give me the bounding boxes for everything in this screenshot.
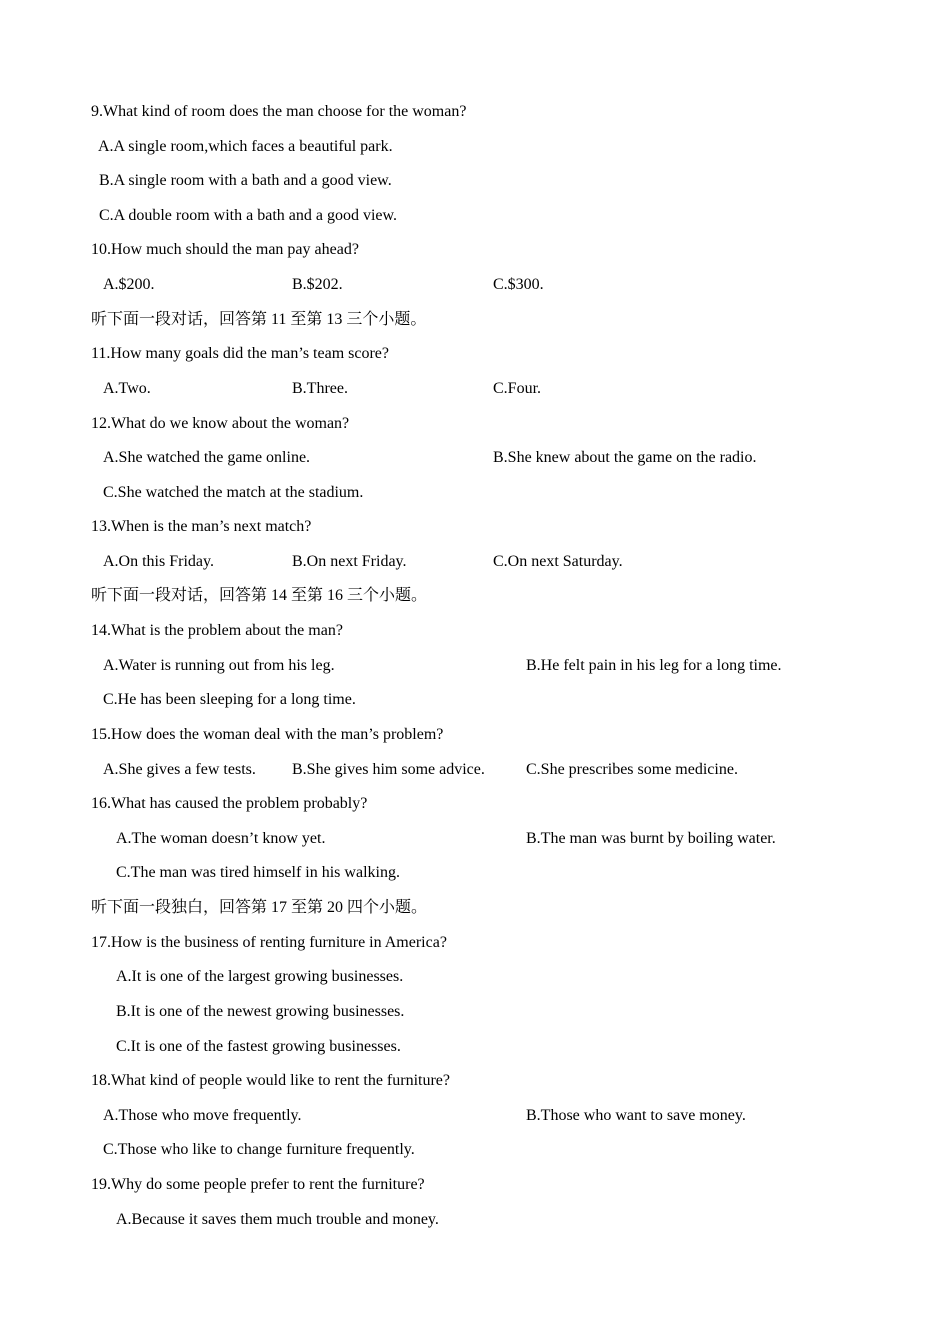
- answer-option-9-a: A.A single room,which faces a beautiful park.: [98, 138, 393, 155]
- answer-option-13-a: A.On this Friday.: [103, 553, 214, 570]
- answer-option-17-c: C.It is one of the fastest growing businesses.: [116, 1038, 401, 1055]
- answer-option-18-a: A.Those who move frequently.: [103, 1107, 302, 1124]
- answer-option-10-a: A.$200.: [103, 276, 155, 293]
- answer-option-10-c: C.$300.: [493, 276, 544, 293]
- answer-option-14-c: C.He has been sleeping for a long time.: [103, 691, 356, 708]
- answer-option-16-b: B.The man was burnt by boiling water.: [526, 830, 776, 847]
- answer-option-17-b: B.It is one of the newest growing businesses.: [116, 1003, 405, 1020]
- section-instruction: 听下面一段对话，回答第 11 至第 13 三个小题。: [91, 311, 427, 328]
- answer-option-13-b: B.On next Friday.: [292, 553, 407, 570]
- answer-option-16-a: A.The woman doesn’t know yet.: [116, 830, 326, 847]
- question-14: 14.What is the problem about the man?: [91, 622, 343, 639]
- answer-option-17-a: A.It is one of the largest growing businesses.: [116, 968, 404, 985]
- question-15: 15.How does the woman deal with the man’s problem?: [91, 726, 444, 743]
- answer-option-10-b: B.$202.: [292, 276, 343, 293]
- question-19: 19.Why do some people prefer to rent the furniture?: [91, 1176, 425, 1193]
- answer-option-9-b: B.A single room with a bath and a good view.: [99, 172, 392, 189]
- answer-option-15-c: C.She prescribes some medicine.: [526, 761, 738, 778]
- answer-option-12-a: A.She watched the game online.: [103, 449, 311, 466]
- answer-option-19-a: A.Because it saves them much trouble and money.: [116, 1211, 439, 1228]
- answer-option-15-a: A.She gives a few tests.: [103, 761, 256, 778]
- question-10: 10.How much should the man pay ahead?: [91, 241, 359, 258]
- question-16: 16.What has caused the problem probably?: [91, 795, 368, 812]
- question-17: 17.How is the business of renting furniture in America?: [91, 934, 447, 951]
- section-instruction: 听下面一段对话，回答第 14 至第 16 三个小题。: [91, 587, 428, 604]
- question-13: 13.When is the man’s next match?: [91, 518, 312, 535]
- question-18: 18.What kind of people would like to rent the furniture?: [91, 1072, 451, 1089]
- answer-option-9-c: C.A double room with a bath and a good view.: [99, 207, 398, 224]
- answer-option-18-b: B.Those who want to save money.: [526, 1107, 746, 1124]
- answer-option-12-c: C.She watched the match at the stadium.: [103, 484, 364, 501]
- answer-option-11-b: B.Three.: [292, 380, 348, 397]
- answer-option-14-a: A.Water is running out from his leg.: [103, 657, 335, 674]
- answer-option-16-c: C.The man was tired himself in his walking.: [116, 864, 400, 881]
- answer-option-11-a: A.Two.: [103, 380, 151, 397]
- answer-option-15-b: B.She gives him some advice.: [292, 761, 485, 778]
- question-11: 11.How many goals did the man’s team score?: [91, 345, 389, 362]
- answer-option-11-c: C.Four.: [493, 380, 542, 397]
- question-9: 9.What kind of room does the man choose for the woman?: [91, 103, 467, 120]
- answer-option-13-c: C.On next Saturday.: [493, 553, 623, 570]
- answer-option-14-b: B.He felt pain in his leg for a long time.: [526, 657, 782, 674]
- section-instruction: 听下面一段独白，回答第 17 至第 20 四个小题。: [91, 899, 428, 916]
- answer-option-12-b: B.She knew about the game on the radio.: [493, 449, 757, 466]
- question-12: 12.What do we know about the woman?: [91, 415, 350, 432]
- answer-option-18-c: C.Those who like to change furniture frequently.: [103, 1141, 415, 1158]
